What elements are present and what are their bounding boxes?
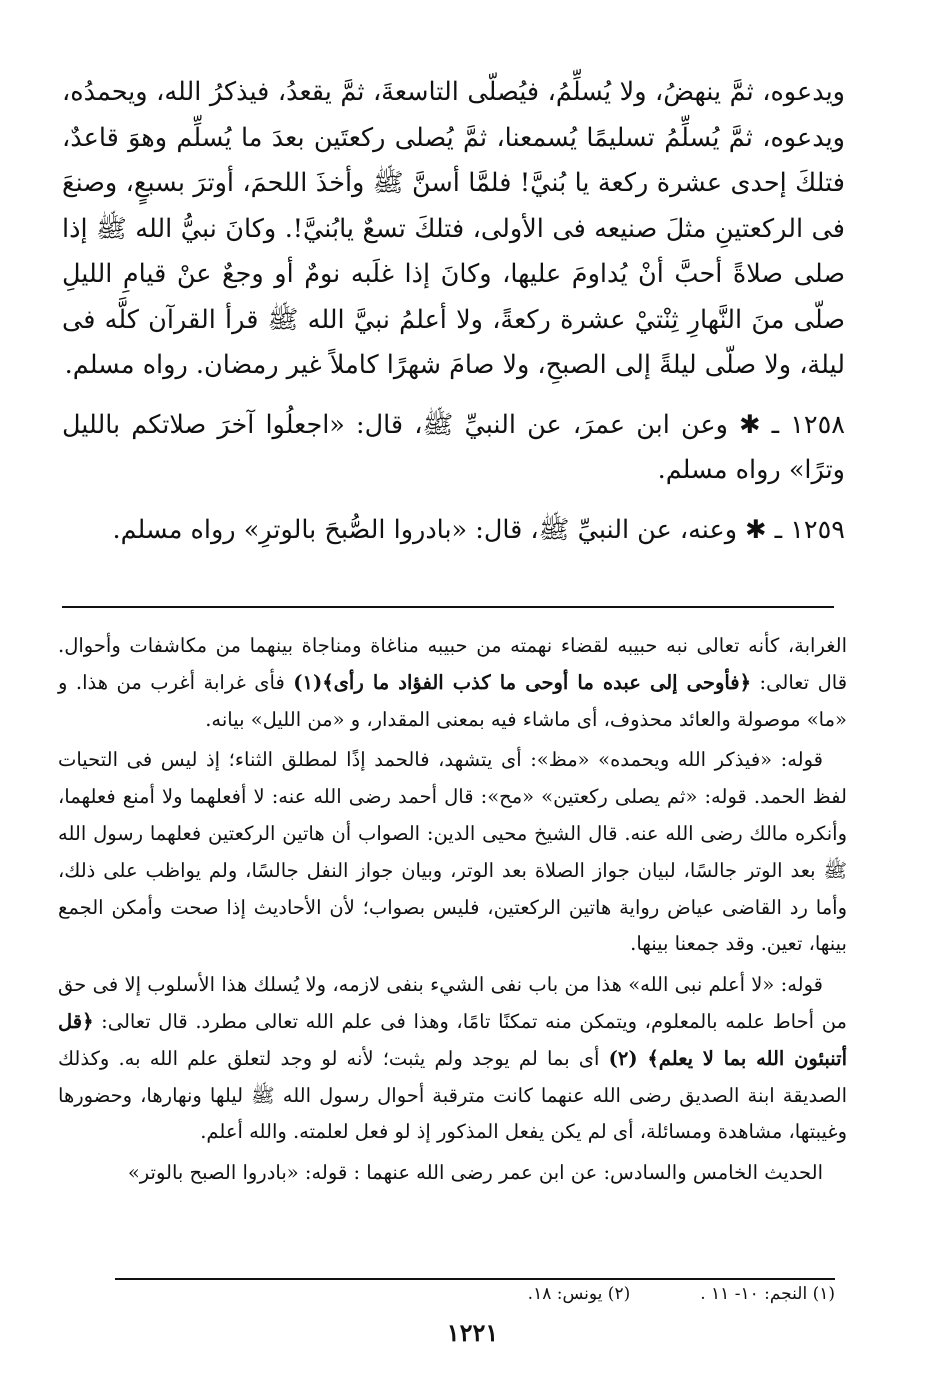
main-paragraph: ويدعوه، ثمَّ ينهضُ، ولا يُسلِّمُ، فيُصلّى التاسعةَ، ثمَّ يقعدُ، فيذكرُ الله، ويحمدُه، ويدعوه، ثمَّ يُسلِّمُ تسليمًا يُسمعنا، ثمَّ يُصلى ركعتَين بعدَ ما يُسلِّم وهوَ قاعدٌ، فتلكَ إحدى عشرة ركعة يا بُنيَّ! فلمَّا أسنَّ ﷺ وأخذَ اللحمَ، أوترَ بسبعٍ، وصنعَ فى الركعتينِ مثلَ صنيعه فى الأولى، فتلكَ تسعٌ يابُنيَّ!. وكانَ نبيُّ الله ﷺ إذا صلى صلاةً أحبَّ أنْ يُداومَ عليها، وكانَ إذا غلَبه نومٌ أو وجعٌ عنْ قيامِ الليلِ صلّى منَ النَّهارِ ثِنْتيْ عشرة ركعةً، ولا أعلمُ نبيَّ الله ﷺ قرأ القرآن كلَّه فى ليلة، ولا صلّى ليلةً إلى الصبحِ، ولا صامَ شهرًا كاملاً غير رمضان. رواه مسلم. <box>62 77 845 380</box>
commentary-text: أى بما لم يوجد ولم يثبت؛ لأنه لو وجد لتعلق علم الله به. وكذلك الصديقة ابنة الصديق رضى الله عنهما كانت مترقبة أحوال رسول الله ﷺ ليلها ونهارها، وحضورها وغيبتها، مشاهدة ومسائلة، أى لم يكن يفعل المذكور إذ لو فعل لعلمته. والله أعلم. <box>58 1046 847 1144</box>
quran-verse: ﴿قل أتنبئون الله بما لا يعلم﴾ (٢) <box>58 1009 847 1070</box>
footnote-divider <box>115 1278 835 1280</box>
page-number: ١٢٢١ <box>446 1318 499 1347</box>
commentary-paragraph-3 <box>58 967 847 1151</box>
hadith-1258: ١٢٥٨ ـ ✱ وعن ابن عمرَ، عن النبيِّ ﷺ، قال: «اجعلُوا آخرَ صلاتكم بالليل وترًا» رواه مسلم. <box>62 409 845 485</box>
main-divider <box>62 606 834 608</box>
footnote-2: (٢) يونس: ١٨. <box>527 1284 631 1304</box>
hadith-1259: ١٢٥٩ ـ ✱ وعنه، عن النبيِّ ﷺ، قال: «بادروا الصُّبحَ بالوترِ» رواه مسلم. <box>112 514 845 545</box>
commentary-paragraph-4: الحديث الخامس والسادس: عن ابن عمر رضى الله عنهما : قوله: «بادروا الصبح بالوتر» <box>127 1161 823 1185</box>
footnotes <box>105 1281 835 1307</box>
commentary-text: فأى غرابة أغرب من هذا. و «ما» موصولة والعائد محذوف، أى ماشاء فيه بمعنى المقدار، و «من الليل» بيانه. <box>58 670 847 731</box>
commentary <box>58 628 847 1192</box>
commentary-paragraph-1 <box>58 628 847 738</box>
commentary-paragraph-2: قوله: «فيذكر الله ويحمده» «مظ»: أى يتشهد، فالحمد إذًا لمطلق الثناء؛ إذ ليس فى التحيات لفظ الحمد. قوله: «ثم يصلى ركعتين» «مح»: قال أحمد رضى الله عنه: لا أفعلهما ولا أمنع فعلهما، وأنكره مالك رضى الله عنه. قال الشيخ محيى الدين: الصواب أن هاتين الركعتين فعلهما رسول الله ﷺ بعد الوتر جالسًا، لبيان جواز الصلاة بعد الوتر، وبيان جواز النفل جالسًا، ولم يواظب على ذلك، وأما رد القاضى عياض رواية هاتين الركعتين، فليس بصواب؛ لأن الأحاديث إذا صحت وأمكن الجمع بينها، تعين. وقد جمعنا بينها. <box>58 748 847 956</box>
quran-verse: ﴿فأوحى إلى عبده ما أوحى ما كذب الفؤاد ما رأى﴾(١) <box>293 670 752 694</box>
main-text <box>62 70 845 553</box>
commentary-text: الغرابة، كأنه تعالى نبه حبيبه لقضاء نهمته من حبيبه مناغاة ومناجاة بينهما من مكاشفات وأحوال. قال تعالى: <box>58 634 848 694</box>
commentary-text: قوله: «لا أعلم نبى الله» هذا من باب نفى الشيء بنفى لازمه، ولا يُسلك هذا الأسلوب إلا فى حق من أحاط علمه بالمعلوم، ويتمكن منه تمكنًا تامًا، وهذا فى علم الله تعالى مطرد. قال تعالى: <box>58 973 847 1033</box>
footnote-1: (١) النجم: ١٠- ١١ . <box>700 1284 835 1304</box>
